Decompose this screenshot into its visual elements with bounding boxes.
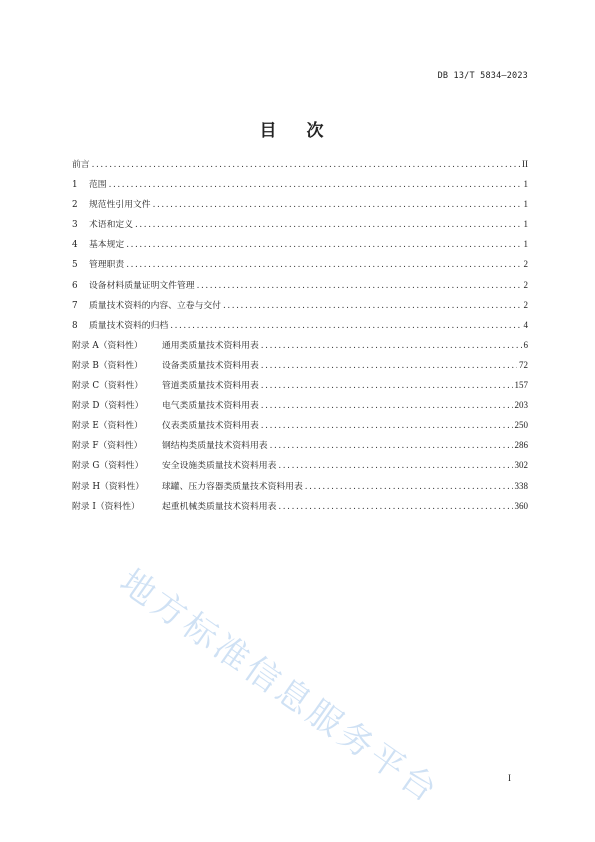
toc-leader-dots	[278, 502, 512, 512]
toc-entry-title: 术语和定义	[89, 220, 133, 231]
toc-entry-title: 规范性引用文件	[89, 200, 151, 211]
toc-page-number: 72	[519, 359, 528, 370]
toc-section-number: 5	[72, 260, 78, 271]
toc-entry[interactable]	[72, 177, 528, 197]
toc-appendix-label: 附录 H（资料性）	[72, 481, 145, 492]
toc-section-number: 3	[72, 220, 78, 231]
toc-entry[interactable]	[72, 298, 528, 318]
table-of-contents	[72, 157, 528, 519]
toc-leader-dots	[261, 381, 513, 391]
toc-leader-dots	[135, 220, 522, 230]
toc-section-number: 1	[72, 180, 78, 191]
toc-page-number: 2	[523, 299, 528, 310]
toc-page-number: 360	[514, 500, 528, 511]
toc-leader-dots	[223, 301, 522, 311]
toc-section-number: 8	[72, 320, 78, 331]
toc-page-number: 1	[523, 199, 528, 210]
toc-section-number: 4	[72, 240, 78, 251]
toc-entry-title: 电气类质量技术资料用表	[162, 401, 259, 412]
toc-entry[interactable]	[72, 217, 528, 237]
toc-leader-dots	[305, 482, 513, 492]
toc-appendix-label: 附录 B（资料性）	[72, 360, 143, 371]
toc-leader-dots	[261, 401, 513, 411]
toc-entry-title: 通用类质量技术资料用表	[162, 340, 259, 351]
toc-entry[interactable]	[72, 438, 528, 458]
toc-entry[interactable]	[72, 157, 528, 177]
toc-entry[interactable]	[72, 499, 528, 519]
toc-appendix-label: 附录 F（资料性）	[72, 441, 143, 452]
toc-appendix-label: 附录 D（资料性）	[72, 401, 144, 412]
toc-entry-title: 管理职责	[89, 260, 125, 271]
toc-leader-dots	[126, 240, 521, 250]
toc-entry-title: 安全设施类质量技术资料用表	[162, 461, 277, 472]
toc-entry[interactable]	[72, 378, 528, 398]
toc-page-number: 4	[523, 319, 528, 330]
toc-appendix-label: 附录 G（资料性）	[72, 461, 144, 472]
toc-page-number: 286	[514, 440, 528, 451]
toc-entry[interactable]	[72, 278, 528, 298]
toc-entry[interactable]	[72, 257, 528, 277]
toc-entry[interactable]	[72, 418, 528, 438]
watermark: 地方标准信息服务平台	[112, 561, 447, 813]
toc-leader-dots	[109, 180, 522, 190]
toc-entry-title: 球罐、压力容器类质量技术资料用表	[162, 481, 303, 492]
page-title: 目 次	[259, 121, 336, 141]
toc-entry-title: 质量技术资料的归档	[89, 320, 169, 331]
toc-page-number: 1	[523, 239, 528, 250]
toc-entry-title: 设备类质量技术资料用表	[162, 360, 259, 371]
toc-leader-dots	[261, 361, 517, 371]
toc-appendix-label: 附录 I（资料性）	[72, 501, 140, 512]
toc-leader-dots	[126, 260, 521, 270]
toc-leader-dots	[261, 421, 513, 431]
toc-entry[interactable]	[72, 479, 528, 499]
toc-appendix-label: 附录 A（资料性）	[72, 340, 143, 351]
toc-page-number: II	[522, 159, 528, 169]
toc-page-number: 302	[514, 460, 528, 471]
standard-code: DB 13/T 5834—2023	[437, 71, 528, 81]
toc-entry-title: 管道类质量技术资料用表	[162, 381, 259, 392]
toc-entry[interactable]	[72, 358, 528, 378]
page-number: I	[508, 773, 511, 783]
toc-leader-dots	[261, 341, 522, 351]
toc-leader-dots	[153, 200, 522, 210]
toc-page-number: 2	[523, 279, 528, 290]
toc-entry[interactable]	[72, 237, 528, 257]
toc-page-number: 2	[523, 259, 528, 270]
toc-entry[interactable]	[72, 458, 528, 478]
toc-entry-title: 基本规定	[89, 240, 125, 251]
toc-entry-title: 仪表类质量技术资料用表	[162, 421, 259, 432]
toc-page-number: 250	[514, 420, 528, 431]
toc-entry-title: 质量技术资料的内容、立卷与交付	[89, 300, 221, 311]
toc-page-number: 157	[514, 380, 528, 391]
toc-entry-title: 范围	[89, 180, 107, 191]
toc-entry-title: 设备材料质量证明文件管理	[89, 280, 195, 291]
toc-page-number: 338	[514, 480, 528, 491]
toc-page-number: 1	[523, 219, 528, 230]
toc-appendix-label: 附录 E（资料性）	[72, 421, 143, 432]
toc-page-number: 203	[514, 400, 528, 411]
toc-entry[interactable]	[72, 338, 528, 358]
toc-entry[interactable]	[72, 398, 528, 418]
toc-page-number: 1	[523, 179, 528, 190]
toc-entry-title: 钢结构类质量技术资料用表	[162, 441, 268, 452]
toc-leader-dots	[278, 461, 512, 471]
toc-leader-dots	[170, 321, 521, 331]
toc-leader-dots	[270, 441, 513, 451]
toc-section-number: 6	[72, 280, 78, 291]
toc-section-number: 7	[72, 300, 78, 311]
toc-page-number: 6	[523, 339, 528, 350]
toc-entry-title: 起重机械类质量技术资料用表	[162, 501, 277, 512]
toc-leader-dots	[197, 281, 522, 291]
toc-entry[interactable]	[72, 197, 528, 217]
toc-leader-dots	[92, 160, 520, 170]
toc-entry-title: 前言	[72, 160, 90, 170]
toc-appendix-label: 附录 C（资料性）	[72, 381, 144, 392]
toc-entry[interactable]	[72, 318, 528, 338]
toc-section-number: 2	[72, 200, 78, 211]
